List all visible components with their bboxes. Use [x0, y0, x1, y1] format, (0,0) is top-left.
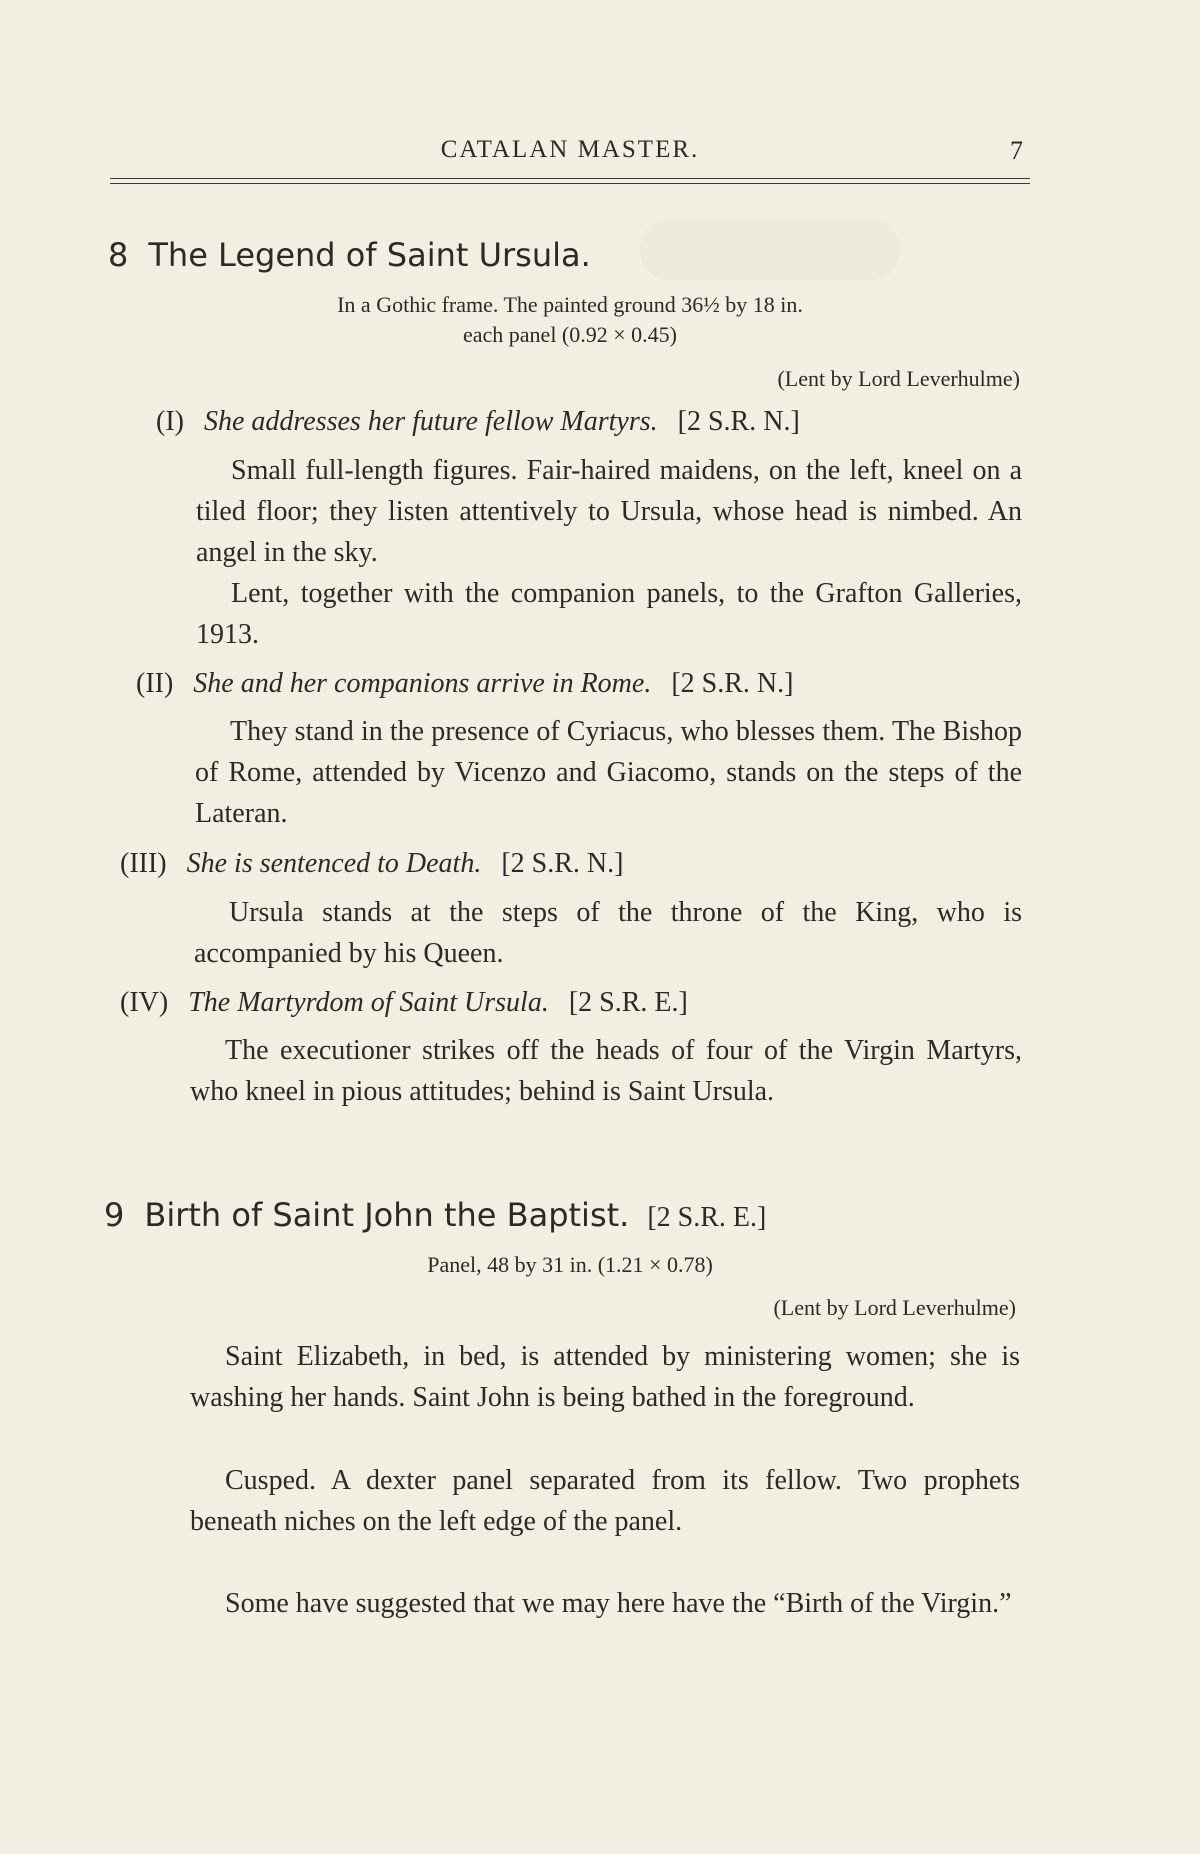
header-rule: [110, 178, 1030, 179]
panel-heading: [136, 668, 793, 700]
page-number: 7: [1010, 136, 1023, 165]
entry-title: The Legend of Saint Ursula.: [148, 236, 591, 274]
panel-heading: [156, 406, 800, 438]
entry-note: Some have suggested that we may here have the “Birth of the Virgin.”: [225, 1588, 1012, 1619]
panel-heading: [120, 848, 623, 880]
entry-description: Saint Elizabeth, in bed, is attended by ministering women; she is washing her hands. Saint John is being bathed in the foreground.: [190, 1341, 1020, 1413]
lender-credit: (Lent by Lord Leverhulme): [773, 1295, 1016, 1320]
entry-number: 8: [108, 236, 129, 274]
running-head: CATALAN MASTER.: [440, 136, 700, 163]
entry-note: Cusped. A dexter panel separated from its fellow. Two prophets beneath niches on the left edge of the panel.: [190, 1465, 1020, 1537]
panel-location: [2 S.R. N.]: [677, 406, 800, 437]
header-rule: [110, 183, 1030, 184]
panel-numeral: (II): [136, 668, 174, 699]
panel-description: Ursula stands at the steps of the throne of the King, who is accompanied by his Queen.: [194, 897, 1022, 969]
panel-title: She is sentenced to Death.: [186, 848, 482, 879]
panel-numeral: (I): [156, 406, 184, 437]
entry-heading: [104, 1196, 766, 1234]
panel-description: They stand in the presence of Cyriacus, who blesses them. The Bishop of Rome, attended by Vicenzo and Giacomo, stands on the steps of the Lateran.: [195, 716, 1022, 829]
paper-stain: [640, 220, 900, 280]
entry-number: 9: [104, 1196, 125, 1234]
panel-description: The executioner strikes off the heads of four of the Virgin Martyrs, who kneel in pious attitudes; behind is Saint Ursula.: [190, 1035, 1022, 1107]
panel-title: The Martyrdom of Saint Ursula.: [188, 987, 549, 1018]
panel-title: She addresses her future fellow Martyrs.: [203, 406, 658, 437]
panel-description: Small full-length figures. Fair-haired maidens, on the left, kneel on a tiled floor; they listen attentively to Ursula, whose head is nimbed. An angel in the sky.: [196, 455, 1022, 568]
panel-heading: [120, 987, 688, 1019]
entry-title: Birth of Saint John the Baptist.: [144, 1196, 630, 1234]
panel-location: [2 S.R. E.]: [568, 987, 688, 1018]
entry-heading: [108, 236, 591, 274]
panel-numeral: (III): [120, 848, 167, 879]
panel-location: [2 S.R. N.]: [501, 848, 624, 879]
lender-credit: (Lent by Lord Leverhulme): [777, 366, 1020, 391]
panel-location: [2 S.R. N.]: [671, 668, 794, 699]
entry-dimensions-metric: each panel (0.92 × 0.45): [463, 322, 677, 347]
entry-dimensions: In a Gothic frame. The painted ground 36½ by 18 in.: [337, 292, 803, 317]
panel-note: Lent, together with the companion panels, to the Grafton Galleries, 1913.: [196, 578, 1022, 650]
panel-numeral: (IV): [120, 987, 169, 1018]
panel-title: She and her companions arrive in Rome.: [193, 668, 652, 699]
entry-dimensions: Panel, 48 by 31 in. (1.21 × 0.78): [427, 1252, 713, 1277]
entry-location: [2 S.R. E.]: [647, 1202, 767, 1233]
